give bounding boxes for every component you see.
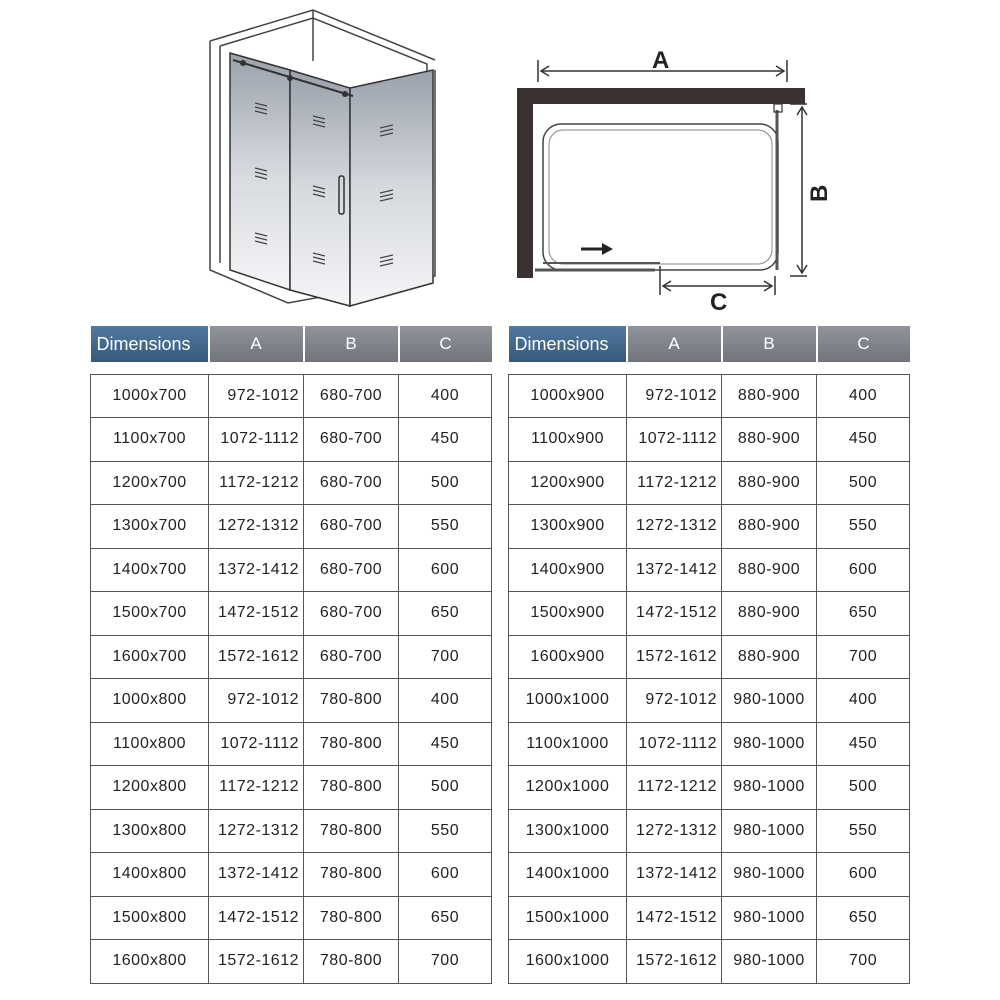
table-row	[91, 809, 492, 853]
cell-b: 780-800	[304, 940, 399, 984]
dimensions-table-right	[508, 326, 910, 984]
table-row	[509, 548, 910, 592]
cell-a: 1572-1612	[209, 635, 304, 679]
cell-dimensions: 1200x1000	[509, 766, 627, 810]
cell-c: 550	[399, 809, 492, 853]
cell-c: 500	[399, 766, 492, 810]
cell-dimensions: 1100x800	[91, 722, 209, 766]
cell-a: 1472-1512	[627, 896, 722, 940]
cell-b: 980-1000	[722, 896, 817, 940]
cell-a: 1572-1612	[627, 635, 722, 679]
table-row	[91, 548, 492, 592]
cell-b: 980-1000	[722, 679, 817, 723]
cell-c: 700	[399, 635, 492, 679]
cell-a: 1372-1412	[209, 548, 304, 592]
cell-dimensions: 1200x800	[91, 766, 209, 810]
table-row	[509, 592, 910, 636]
header-b: B	[722, 326, 817, 362]
cell-dimensions: 1500x900	[509, 592, 627, 636]
cell-c: 650	[817, 896, 910, 940]
cell-c: 650	[817, 592, 910, 636]
cell-dimensions: 1400x1000	[509, 853, 627, 897]
table-row	[91, 940, 492, 984]
cell-a: 1172-1212	[627, 461, 722, 505]
side-wall	[517, 88, 533, 278]
table-row	[509, 461, 910, 505]
cell-a: 1572-1612	[627, 940, 722, 984]
table-row	[91, 418, 492, 462]
cell-dimensions: 1500x1000	[509, 896, 627, 940]
cell-dimensions: 1300x700	[91, 505, 209, 549]
cell-b: 780-800	[304, 679, 399, 723]
cell-b: 680-700	[304, 548, 399, 592]
header-dimensions: Dimensions	[509, 326, 627, 362]
table-header-row	[509, 326, 910, 362]
cell-c: 500	[399, 461, 492, 505]
table-row	[91, 766, 492, 810]
back-wall	[517, 88, 805, 104]
cell-a: 1172-1212	[209, 766, 304, 810]
table-row	[91, 592, 492, 636]
cell-c: 550	[817, 505, 910, 549]
header-dimensions: Dimensions	[91, 326, 209, 362]
table-row	[509, 374, 910, 418]
cell-b: 680-700	[304, 418, 399, 462]
cell-a: 1372-1412	[627, 548, 722, 592]
cell-b: 780-800	[304, 766, 399, 810]
cell-dimensions: 1300x900	[509, 505, 627, 549]
cell-b: 780-800	[304, 853, 399, 897]
sliding-direction-arrow-icon	[581, 243, 613, 255]
header-c: C	[399, 326, 492, 362]
table-row	[91, 853, 492, 897]
cell-dimensions: 1600x900	[509, 635, 627, 679]
cell-b: 980-1000	[722, 766, 817, 810]
table-row	[509, 853, 910, 897]
cell-a: 1072-1112	[627, 418, 722, 462]
header-a: A	[209, 326, 304, 362]
cell-dimensions: 1200x900	[509, 461, 627, 505]
cell-c: 600	[817, 853, 910, 897]
cell-a: 972-1012	[627, 679, 722, 723]
cell-b: 980-1000	[722, 809, 817, 853]
header-c: C	[817, 326, 910, 362]
cell-b: 980-1000	[722, 722, 817, 766]
cell-dimensions: 1500x800	[91, 896, 209, 940]
cell-b: 880-900	[722, 548, 817, 592]
cell-b: 680-700	[304, 635, 399, 679]
cell-c: 450	[399, 722, 492, 766]
cell-dimensions: 1000x700	[91, 374, 209, 418]
table-row	[91, 374, 492, 418]
cell-a: 972-1012	[209, 374, 304, 418]
header-b: B	[304, 326, 399, 362]
table-row	[509, 896, 910, 940]
table-row	[509, 418, 910, 462]
cell-c: 700	[817, 940, 910, 984]
shower-enclosure-illustration	[205, 8, 455, 308]
cell-a: 1472-1512	[209, 592, 304, 636]
cell-c: 700	[399, 940, 492, 984]
table-row	[91, 461, 492, 505]
cell-c: 700	[817, 635, 910, 679]
cell-a: 1072-1112	[209, 722, 304, 766]
cell-a: 1372-1412	[627, 853, 722, 897]
cell-dimensions: 1300x800	[91, 809, 209, 853]
cell-b: 880-900	[722, 635, 817, 679]
cell-b: 980-1000	[722, 853, 817, 897]
cell-dimensions: 1300x1000	[509, 809, 627, 853]
cell-b: 880-900	[722, 461, 817, 505]
table-row	[509, 722, 910, 766]
cell-c: 550	[399, 505, 492, 549]
cell-c: 450	[817, 722, 910, 766]
cell-b: 780-800	[304, 722, 399, 766]
cell-b: 680-700	[304, 374, 399, 418]
cell-a: 1272-1312	[627, 505, 722, 549]
cell-b: 780-800	[304, 896, 399, 940]
table-row	[91, 505, 492, 549]
table-row	[509, 940, 910, 984]
cell-c: 400	[399, 374, 492, 418]
cell-a: 1572-1612	[209, 940, 304, 984]
cell-dimensions: 1600x700	[91, 635, 209, 679]
cell-b: 680-700	[304, 461, 399, 505]
cell-a: 1072-1112	[627, 722, 722, 766]
dimensions-table-left	[90, 326, 492, 984]
cell-dimensions: 1200x700	[91, 461, 209, 505]
cell-b: 980-1000	[722, 940, 817, 984]
cell-a: 1272-1312	[209, 505, 304, 549]
cell-c: 400	[817, 679, 910, 723]
cell-a: 1072-1112	[209, 418, 304, 462]
side-glass-panel	[350, 70, 433, 306]
cell-dimensions: 1400x900	[509, 548, 627, 592]
cell-dimensions: 1600x1000	[509, 940, 627, 984]
cell-dimensions: 1600x800	[91, 940, 209, 984]
table-header-row	[91, 326, 492, 362]
table-row	[509, 766, 910, 810]
cell-c: 450	[817, 418, 910, 462]
cell-c: 600	[399, 548, 492, 592]
cell-dimensions: 1400x700	[91, 548, 209, 592]
table-row	[91, 722, 492, 766]
cell-a: 1172-1212	[209, 461, 304, 505]
cell-a: 1372-1412	[209, 853, 304, 897]
dimension-b-line	[790, 104, 807, 276]
fixed-glass-panel	[230, 53, 290, 290]
label-c: C	[710, 289, 728, 316]
cell-b: 880-900	[722, 592, 817, 636]
plan-view-diagram	[505, 40, 835, 320]
cell-c: 450	[399, 418, 492, 462]
cell-c: 650	[399, 592, 492, 636]
cell-b: 880-900	[722, 505, 817, 549]
cell-dimensions: 1400x800	[91, 853, 209, 897]
cell-c: 500	[817, 766, 910, 810]
cell-a: 1272-1312	[209, 809, 304, 853]
cell-a: 1272-1312	[627, 809, 722, 853]
shower-tray	[543, 124, 778, 270]
label-b: B	[806, 184, 833, 202]
cell-a: 1172-1212	[627, 766, 722, 810]
table-row	[509, 679, 910, 723]
cell-a: 972-1012	[209, 679, 304, 723]
table-row	[91, 896, 492, 940]
cell-c: 500	[817, 461, 910, 505]
cell-b: 880-900	[722, 374, 817, 418]
table-row	[509, 809, 910, 853]
cell-c: 600	[399, 853, 492, 897]
cell-dimensions: 1000x900	[509, 374, 627, 418]
cell-a: 1472-1512	[627, 592, 722, 636]
cell-c: 400	[817, 374, 910, 418]
cell-dimensions: 1100x700	[91, 418, 209, 462]
cell-a: 1472-1512	[209, 896, 304, 940]
cell-b: 880-900	[722, 418, 817, 462]
cell-c: 550	[817, 809, 910, 853]
cell-a: 972-1012	[627, 374, 722, 418]
table-row	[91, 679, 492, 723]
cell-b: 780-800	[304, 809, 399, 853]
table-row	[509, 635, 910, 679]
cell-b: 680-700	[304, 592, 399, 636]
table-row	[509, 505, 910, 549]
cell-dimensions: 1000x1000	[509, 679, 627, 723]
cell-c: 650	[399, 896, 492, 940]
cell-dimensions: 1100x900	[509, 418, 627, 462]
table-row	[91, 635, 492, 679]
header-a: A	[627, 326, 722, 362]
cell-c: 400	[399, 679, 492, 723]
cell-dimensions: 1100x1000	[509, 722, 627, 766]
cell-dimensions: 1500x700	[91, 592, 209, 636]
cell-c: 600	[817, 548, 910, 592]
label-a: A	[652, 47, 670, 74]
cell-dimensions: 1000x800	[91, 679, 209, 723]
cell-b: 680-700	[304, 505, 399, 549]
